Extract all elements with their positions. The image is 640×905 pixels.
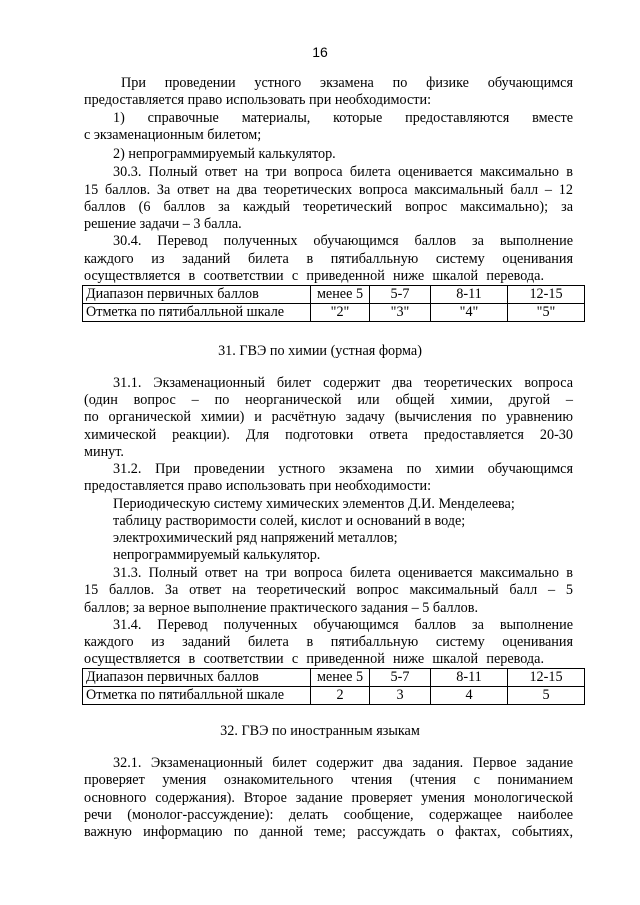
chemistry-list-item-4: непрограммируемый калькулятор. — [113, 547, 321, 563]
chemistry-list-item-3: электрохимический ряд напряжений металлов; — [113, 530, 398, 546]
table-cell: 5 — [508, 687, 585, 705]
chemistry-list-item-2: таблицу растворимости солей, кислот и оснований в воде; — [113, 513, 466, 529]
chemistry-31-4-line-2: каждого из заданий билета в пятибалльную систему оценивания — [84, 634, 573, 650]
table-cell: "3" — [370, 304, 431, 322]
physics-score-table — [82, 285, 585, 322]
table-cell: Отметка по пятибалльной шкале — [83, 687, 311, 705]
chemistry-31-1-line-5: минут. — [84, 444, 124, 460]
languages-32-1-line-2: проверяет умения ознакомительного чтения (чтения с пониманием — [84, 772, 573, 788]
chemistry-31-3-line-1: 31.3. Полный ответ на три вопроса билета оценивается максимально в — [113, 565, 573, 581]
languages-32-1-line-1: 32.1. Экзаменационный билет содержит два задания. Первое задание — [113, 755, 573, 771]
physics-item-2: 2) непрограммируемый калькулятор. — [113, 146, 336, 162]
table-cell: "4" — [431, 304, 508, 322]
table-cell: 12-15 — [508, 669, 585, 687]
table-cell: "5" — [508, 304, 585, 322]
physics-30-4-line-3: осуществляется в соответствии с приведенной ниже шкалой перевода. — [84, 268, 544, 284]
physics-intro-line-2: предоставляется право использовать при необходимости: — [84, 92, 432, 108]
physics-30-3-line-2: 15 баллов. За ответ на два теоретических вопроса максимальный балл – 12 — [84, 182, 573, 198]
table-cell: Диапазон первичных баллов — [83, 669, 311, 687]
chemistry-heading: 31. ГВЭ по химии (устная форма) — [218, 343, 422, 359]
physics-30-3-line-1: 30.3. Полный ответ на три вопроса билета оценивается максимально в — [113, 164, 573, 180]
table-cell: Отметка по пятибалльной шкале — [83, 304, 311, 322]
chemistry-31-1-line-2: (один вопрос – по неорганической или общей химии, другой – — [84, 392, 573, 408]
chemistry-31-1-line-1: 31.1. Экзаменационный билет содержит два теоретических вопроса — [113, 375, 573, 391]
table-cell: 5-7 — [370, 286, 431, 304]
chemistry-score-table — [82, 668, 585, 705]
physics-intro-line-1: При проведении устного экзамена по физике обучающимся — [121, 75, 573, 91]
table-cell: 12-15 — [508, 286, 585, 304]
languages-32-1-line-5: важную информацию по данной теме; рассуждать о фактах, событиях, — [84, 824, 573, 840]
chemistry-31-3-line-2: 15 баллов. За ответ на теоретический вопрос максимальный балл – 5 — [84, 582, 573, 598]
physics-30-4-line-1: 30.4. Перевод полученных обучающимся баллов за выполнение — [113, 233, 573, 249]
physics-30-3-line-4: решение задачи – 3 балла. — [84, 216, 242, 232]
languages-32-1-line-4: речи (монолог-рассуждение): делать сообщение, содержащее наиболее — [84, 807, 573, 823]
table-cell: 5-7 — [370, 669, 431, 687]
chemistry-31-1-line-4: химической реакции). Для подготовки ответа предоставляется 20-30 — [84, 427, 573, 443]
physics-30-4-line-2: каждого из заданий билета в пятибалльную систему оценивания — [84, 251, 573, 267]
table-cell: менее 5 — [311, 286, 370, 304]
page-number: 16 — [312, 44, 328, 60]
table-cell: 8-11 — [431, 669, 508, 687]
chemistry-31-1-line-3: по органической химии) и расчётную задачу (вычисления по уравнению — [84, 409, 573, 425]
chemistry-31-4-line-3: осуществляется в соответствии с приведенной ниже шкалой перевода. — [84, 651, 544, 667]
chemistry-list-item-1: Периодическую систему химических элементов Д.И. Менделеева; — [113, 496, 515, 512]
table-cell: "2" — [311, 304, 370, 322]
languages-heading: 32. ГВЭ по иностранным языкам — [220, 723, 420, 739]
table-row — [83, 669, 585, 687]
physics-item-1-line-1: 1) справочные материалы, которые предоставляются вместе — [113, 110, 573, 126]
table-cell: менее 5 — [311, 669, 370, 687]
chemistry-31-3-line-3: баллов; за верное выполнение практического задания – 5 баллов. — [84, 600, 479, 616]
table-row — [83, 687, 585, 705]
languages-32-1-line-3: основного содержания). Второе задание проверяет умения монологической — [84, 790, 573, 806]
table-row — [83, 286, 585, 304]
chemistry-31-4-line-1: 31.4. Перевод полученных обучающимся баллов за выполнение — [113, 617, 573, 633]
table-cell: Диапазон первичных баллов — [83, 286, 311, 304]
table-cell: 2 — [311, 687, 370, 705]
table-cell: 8-11 — [431, 286, 508, 304]
table-row — [83, 304, 585, 322]
physics-item-1-line-2: с экзаменационным билетом; — [84, 127, 262, 143]
physics-30-3-line-3: баллов (6 баллов за каждый теоретический вопрос максимально); за — [84, 199, 573, 215]
chemistry-31-2-line-2: предоставляется право использовать при необходимости: — [84, 478, 432, 494]
table-cell: 4 — [431, 687, 508, 705]
chemistry-31-2-line-1: 31.2. При проведении устного экзамена по химии обучающимся — [113, 461, 573, 477]
table-cell: 3 — [370, 687, 431, 705]
